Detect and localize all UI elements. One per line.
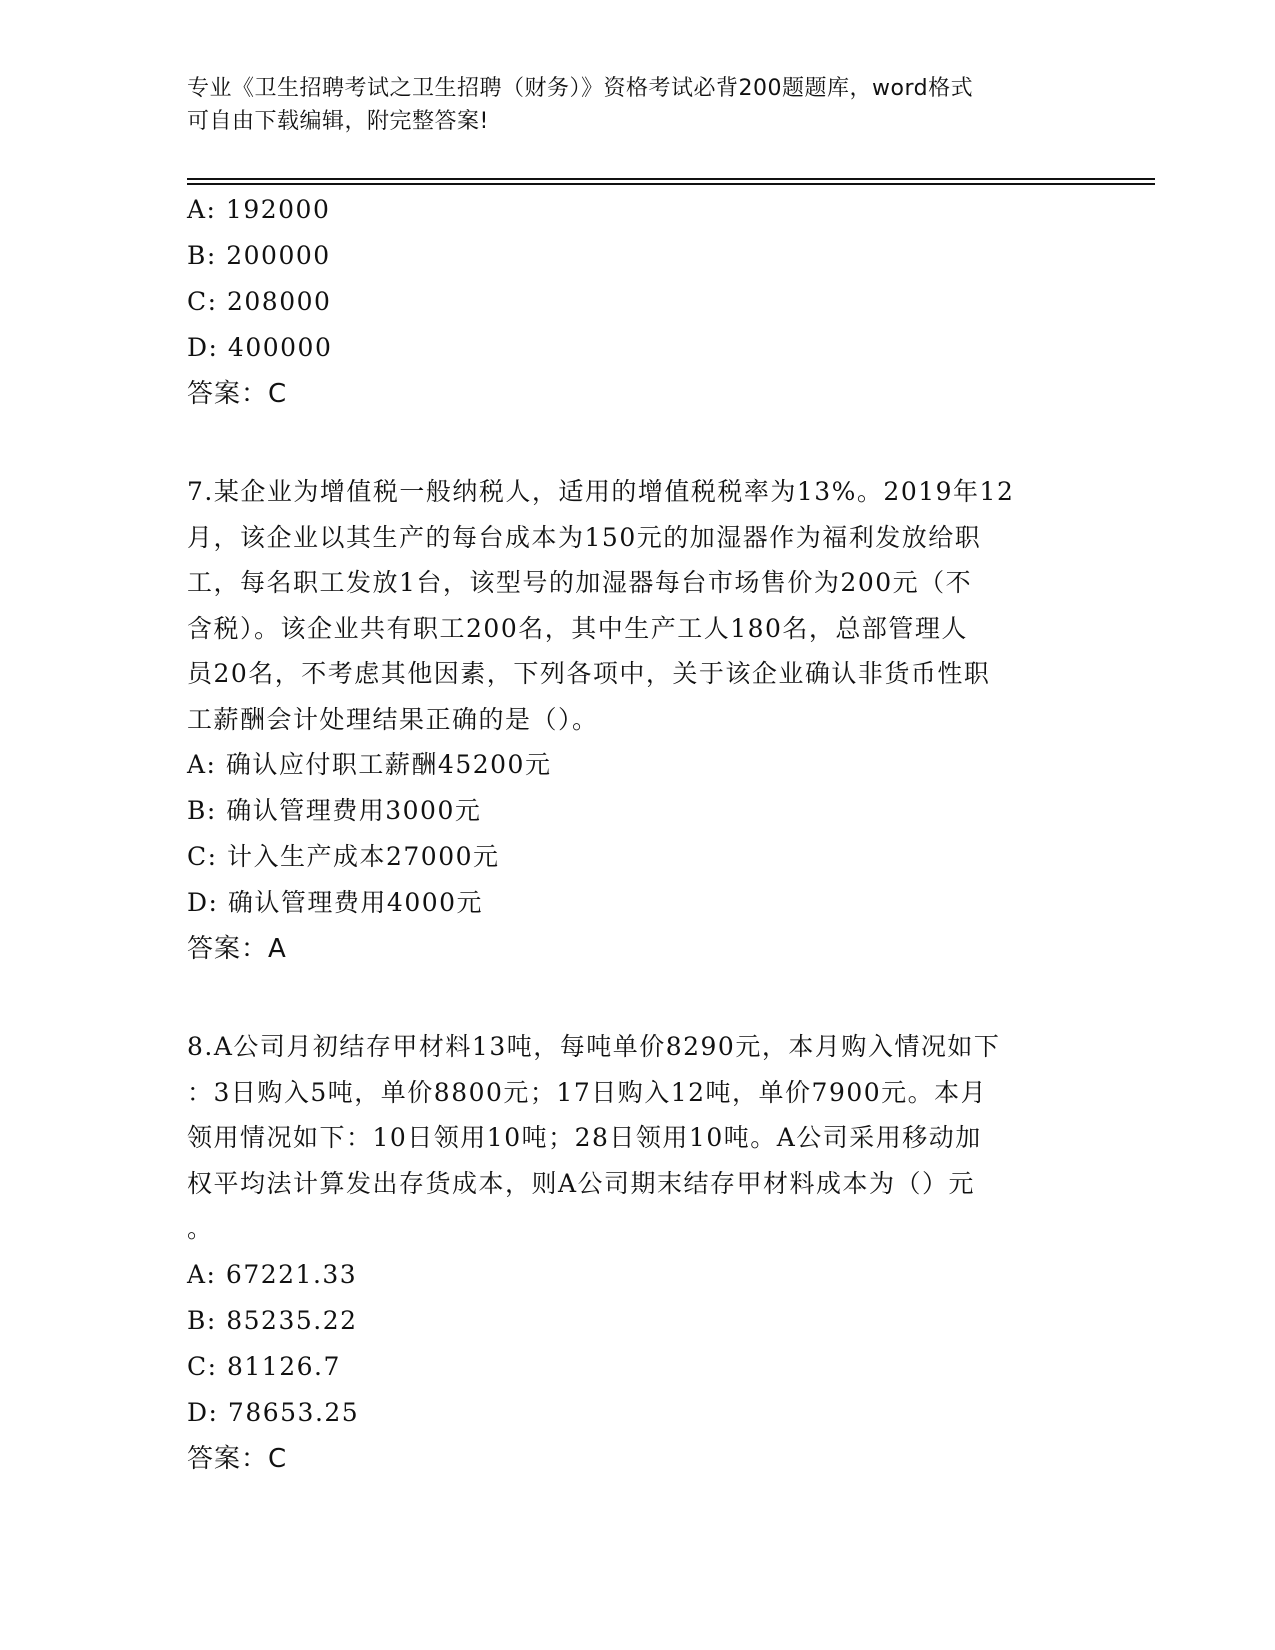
header-divider-top bbox=[187, 178, 1155, 180]
option-b: B: 200000 bbox=[187, 241, 331, 270]
header-line-2: 可自由下载编辑，附完整答案! bbox=[187, 109, 489, 134]
option-a: A: 确认应付职工薪酬45200元 bbox=[187, 750, 552, 779]
stem-line: ：3日购入5吨，单价8800元；17日购入12吨，单价7900元。本月 bbox=[187, 1077, 988, 1107]
option-a: A: 192000 bbox=[187, 195, 331, 224]
answer-label: 答案：C bbox=[187, 1443, 288, 1474]
spacer bbox=[187, 417, 1087, 469]
stem-line: 权平均法计算发出存货成本，则A公司期末结存甲材料成本为（）元 bbox=[187, 1168, 976, 1198]
option-d: D: 78653.25 bbox=[187, 1397, 360, 1427]
question-8 bbox=[187, 1024, 1087, 1482]
header-line-1: 专业《卫生招聘考试之卫生招聘（财务）》资格考试必背200题题库，word格式 bbox=[187, 76, 974, 101]
answer-label: 答案：A bbox=[187, 934, 287, 964]
question-stem bbox=[187, 1024, 1087, 1252]
stem-line: 8.A公司月初结存甲材料13吨，每吨单价8290元，本月购入情况如下 bbox=[187, 1032, 1001, 1061]
option-a: A: 67221.33 bbox=[187, 1259, 358, 1289]
option-c: C: 208000 bbox=[187, 287, 332, 316]
option-c: C: 81126.7 bbox=[187, 1351, 341, 1381]
stem-line: 员20名，不考虑其他因素，下列各项中，关于该企业确认非货币性职 bbox=[187, 659, 991, 688]
spacer bbox=[187, 972, 1087, 1024]
stem-line: 。 bbox=[187, 1214, 214, 1243]
option-b: B: 85235.22 bbox=[187, 1305, 358, 1335]
stem-line: 7.某企业为增值税一般纳税人，适用的增值税税率为13%。2019年12 bbox=[187, 477, 1015, 506]
question-list bbox=[187, 187, 1087, 1482]
header-divider-bottom bbox=[187, 183, 1155, 185]
stem-line: 工薪酬会计处理结果正确的是（）。 bbox=[187, 704, 599, 734]
stem-line: 领用情况如下：10日领用10吨；28日领用10吨。A公司采用移动加 bbox=[187, 1123, 982, 1152]
stem-line: 含税）。该企业共有职工200名，其中生产工人180名，总部管理人 bbox=[187, 613, 968, 643]
option-d: D: 确认管理费用4000元 bbox=[187, 888, 484, 917]
question-stem bbox=[187, 469, 1087, 742]
answer-label: 答案：C bbox=[187, 379, 288, 409]
document-header bbox=[187, 72, 1067, 138]
stem-line: 月，该企业以其生产的每台成本为150元的加湿器作为福利发放给职 bbox=[187, 522, 982, 552]
stem-line: 工，每名职工发放1台，该型号的加湿器每台市场售价为200元（不 bbox=[187, 568, 973, 597]
question-7 bbox=[187, 469, 1087, 972]
option-d: D: 400000 bbox=[187, 333, 333, 362]
option-c: C: 计入生产成本27000元 bbox=[187, 842, 500, 871]
option-b: B: 确认管理费用3000元 bbox=[187, 796, 482, 825]
question-6 bbox=[187, 187, 1087, 417]
